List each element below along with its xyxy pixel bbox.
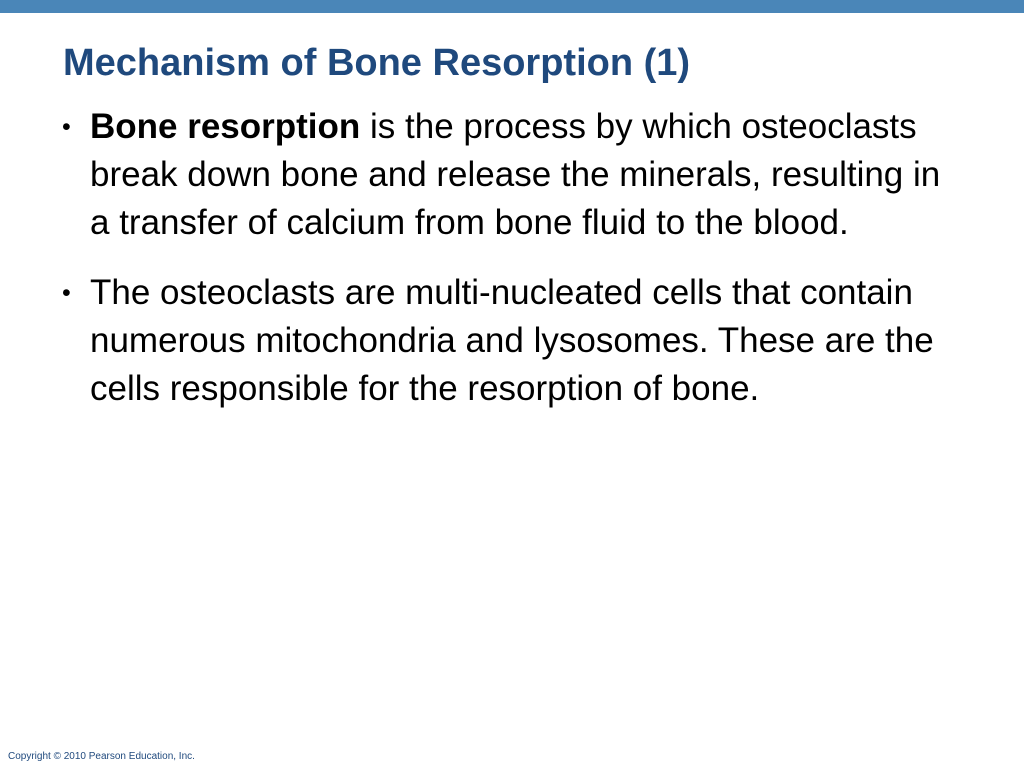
bullet-icon: • (62, 279, 71, 307)
bullet-item (62, 269, 962, 413)
bullet-icon: • (62, 113, 71, 141)
slide-title: Mechanism of Bone Resorption (1) (63, 42, 691, 84)
copyright-footer: Copyright © 2010 Pearson Education, Inc. (8, 751, 195, 762)
bullet-item (62, 103, 962, 247)
top-accent-bar (0, 0, 1024, 13)
bullet-list (62, 103, 962, 435)
bullet-text: is the process by which osteoclasts break down bone and release the minerals, resulting in a transfer of calcium from bone fluid to the blood. (90, 107, 941, 242)
bullet-text: The osteoclasts are multi-nucleated cells that contain numerous mitochondria and lysosomes. These are the cells responsible for the resorption of bone. (90, 273, 934, 408)
bullet-term: Bone resorption (90, 107, 361, 146)
